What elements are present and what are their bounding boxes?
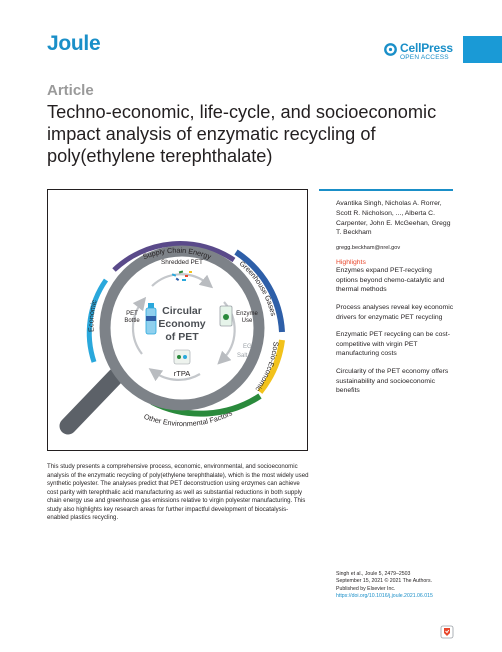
abstract-text: This study presents a comprehensive process, economic, environmental, and socioeconomic analysis of the enzymatic recycling of poly(ethylene terephthalate), which is the most widely used synthetic polyester. The analyses predict that PET deconstruction using enzymes can achieve cost parity with terephthalic acid manufacturing as well as substantial reductions in both supply chain energy use and greenhouse gas emissions relative to virgin polyester manufacturing. This study also highlights key research areas for further impactful development of biocatalysis-enabled plastics recycling. xyxy=(47,463,309,521)
cycle-label-rtpa: rTPA xyxy=(173,369,191,378)
article-type: Article xyxy=(47,82,94,99)
citation-date: September 15, 2021 © 2021 The Authors. xyxy=(336,578,433,585)
cycle-label-enzyme: Enzyme Use xyxy=(236,311,258,324)
citation-publisher: Published by Elsevier Inc. xyxy=(336,585,396,592)
highlights-heading: Highlights xyxy=(336,259,366,267)
corresponding-email[interactable]: gregg.beckham@nrel.gov xyxy=(336,245,401,252)
header-accent-block xyxy=(463,36,502,63)
enzyme-beaker-icon xyxy=(220,306,232,326)
doi-link[interactable]: https://doi.org/10.1016/j.joule.2021.06.015 xyxy=(336,593,433,600)
graphical-abstract-figure xyxy=(48,190,307,450)
center-line-2: Economy xyxy=(158,318,206,330)
cycle-label-salt: Salt xyxy=(237,353,248,359)
rtpa-molecule-icon xyxy=(174,350,190,364)
cellpress-logo[interactable] xyxy=(384,42,453,62)
pet-bottle-icon xyxy=(146,303,156,334)
sidebar-divider xyxy=(319,189,453,191)
open-access-label: OPEN ACCESS xyxy=(400,54,449,61)
citation-block xyxy=(336,571,458,601)
publisher-name: CellPress xyxy=(400,41,453,55)
arc-label-greenhouse: Greenhouse Gases xyxy=(237,258,279,317)
cellpress-icon xyxy=(384,43,397,56)
journal-logo[interactable]: Joule xyxy=(47,32,101,55)
highlight-item: Enzymes expand PET-recycling options beyond chemo-catalytic and thermal methods xyxy=(336,267,445,294)
arc-label-economic: Economic xyxy=(86,298,99,333)
cycle-label-shredded: Shredded PET xyxy=(161,259,203,266)
citation-journal: Singh et al., Joule 5, 2479–2503 xyxy=(336,571,411,577)
arc-label-environment: Other Environmental Factors xyxy=(142,408,234,429)
highlight-item: Circularity of the PET economy offers sustainability and socioeconomic benefits xyxy=(336,367,449,395)
highlight-item: Process analyses reveal key economic drivers for enzymatic PET recycling xyxy=(336,303,454,321)
arc-label-supply-chain: Supply Chain Energy xyxy=(141,245,213,262)
arc-label-socio: Socio-Economic xyxy=(253,341,281,394)
crossmark-icon[interactable] xyxy=(440,625,454,639)
magnifier-handle xyxy=(68,376,116,426)
article-title: Techno-economic, life-cycle, and socioeconomic impact analysis of enzymatic recycling of poly(ethylene terephthalate) xyxy=(47,102,437,166)
center-line-1: Circular xyxy=(162,305,202,317)
highlight-item: Enzymatic PET recycling can be cost-competitive with virgin PET manufacturing costs xyxy=(336,331,450,358)
sidebar xyxy=(336,199,454,396)
center-line-3: of PET xyxy=(165,331,199,343)
cycle-label-pet: PET Bottle xyxy=(124,311,140,324)
graphical-abstract[interactable] xyxy=(47,189,308,451)
cycle-label-eg: EG xyxy=(243,344,252,350)
author-list[interactable]: Avantika Singh, Nicholas A. Rorrer, Scott R. Nicholson, ..., Alberta C. Carpenter, John E. McGeehan, Gregg T. Beckham xyxy=(336,200,451,237)
